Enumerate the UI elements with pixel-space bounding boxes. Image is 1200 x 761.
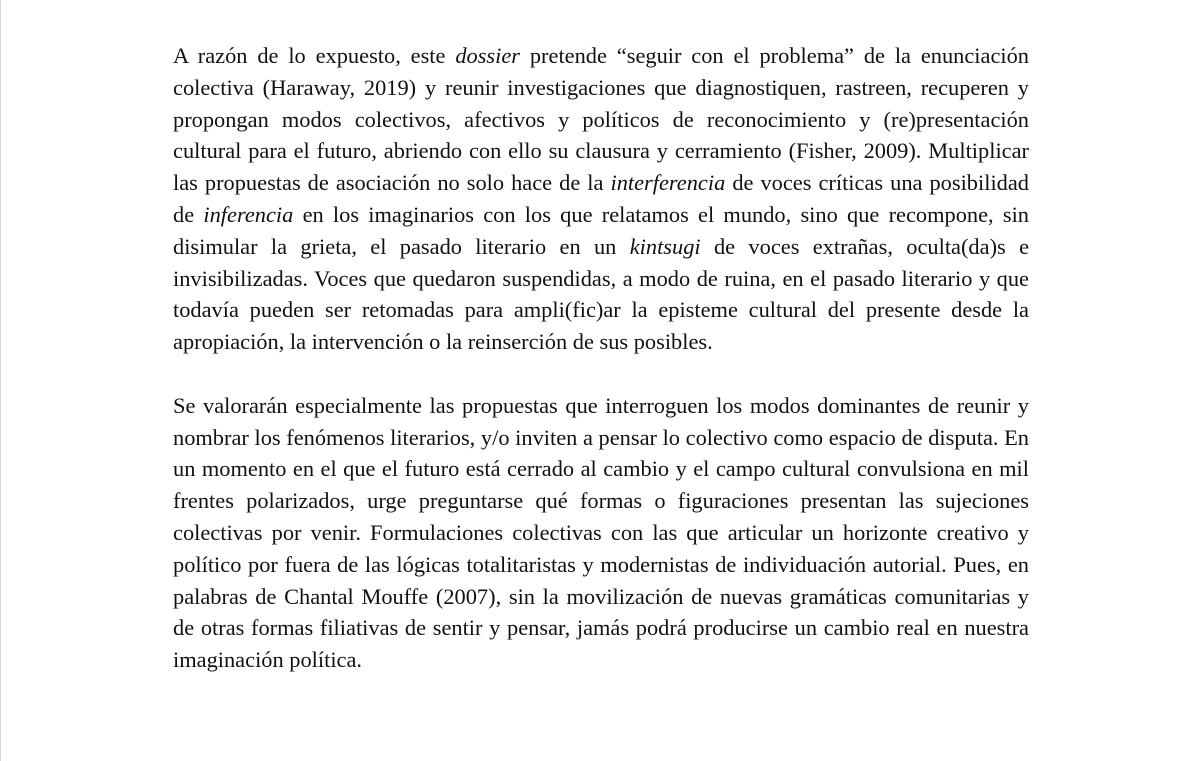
paragraph-1-text: en los imaginarios con los que relatamos el mundo, sino que recompone, sin disimular la grieta, el pasado literario en un [173,201,1029,259]
paragraph-1-text: de voces críticas una posibilidad de [173,170,1029,227]
document-body [173,40,1029,676]
paragraph-2-text: Se valorarán especialmente las propuestas que interroguen los modos dominantes de reunir y nombrar los fenómenos literarios, y/o inviten a pensar lo colectivo como espacio de disputa. En un momento en el que el futuro está cerrado al cambio y el campo cultural convulsiona en mil frentes polarizados, urge preguntarse qué formas o figuraciones presentan las sujeciones colectivas por venir. Formulaciones colectivas con las que articular un horizonte creativo y político por fuera de las lógicas totalitaristas y modernistas de individuación autorial. Pues, en palabras de Chantal Mouffe (2007), sin la movilización de nuevas gramáticas comunitarias y de otras formas filiativas de sentir y pensar, jamás podrá producirse un cambio real en nuestra imaginación política. [173,392,1029,673]
paragraph-1-italic-interferencia: interferencia [610,170,726,196]
paragraph-1-text: pretende “seguir con el problema” de la enunciación colectiva (Haraway, 2019) y reunir investigaciones que diagnostiquen, rastreen, recuperen y propongan modos colectivos, afectivos y políticos de reconocimiento y (re)presentación cultural para el futuro, abriendo con ello su clausura y cerramiento (Fisher, 2009). Multiplicar las propuestas de asociación no solo hace de la [173,43,1029,196]
paragraph-2 [173,390,1029,676]
paragraph-1-italic-kintsugi: kintsugi [629,233,701,259]
paragraph-1-italic-dossier: dossier [455,43,521,68]
paragraph-1-text: de voces extrañas, oculta(da)s e invisibilizadas. Voces que quedaron suspendidas, a modo de ruina, en el pasado literario y que todavía pueden ser retomadas para ampli(fic)ar la episteme cultural del presente desde la apropiación, la intervención o la reinserción de sus posibles. [173,233,1030,355]
paragraph-1-italic-inferencia: inferencia [203,201,294,227]
paragraph-1-text: A razón de lo expuesto, este [173,43,456,68]
paragraph-1 [173,40,1029,358]
